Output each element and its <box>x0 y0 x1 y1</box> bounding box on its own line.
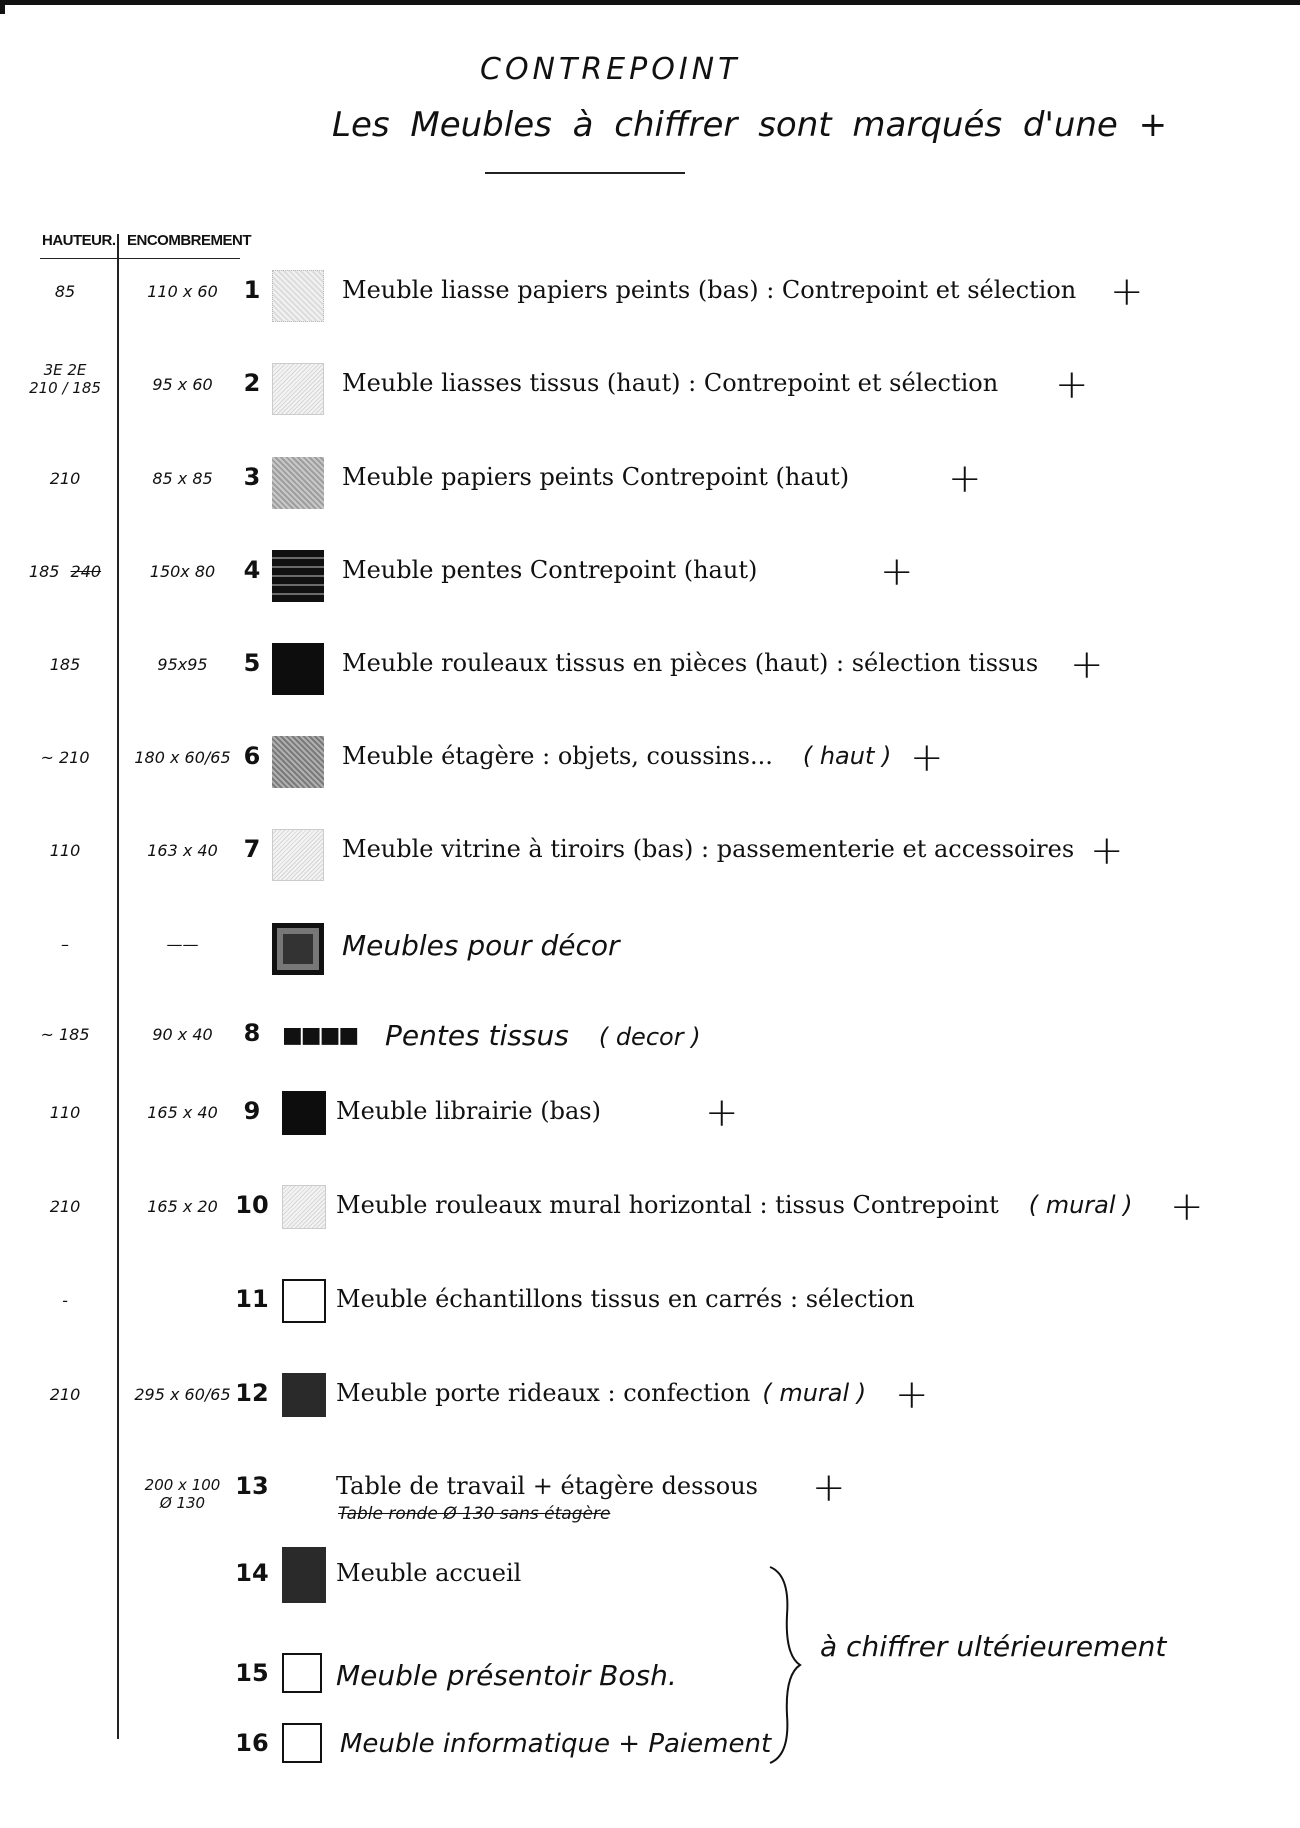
furniture-swatch <box>282 1185 326 1229</box>
furniture-swatch <box>272 643 324 695</box>
chiffrer-mark: + <box>812 1465 846 1511</box>
hauteur-current: 185 <box>28 562 60 581</box>
hauteur-value: – <box>61 935 69 954</box>
table-row <box>0 1005 1300 1065</box>
furniture-swatch <box>282 1373 326 1417</box>
item-description: Meuble librairie (bas) <box>336 1097 601 1125</box>
decor-squares: ■■■■ <box>282 1023 358 1048</box>
decor-swatch <box>272 923 324 975</box>
chiffrer-mark: + <box>1070 642 1104 688</box>
furniture-swatch <box>282 1279 326 1323</box>
item-description <box>336 1191 1133 1219</box>
scan-top-edge <box>0 0 1300 5</box>
table-row <box>0 635 1300 695</box>
struck-description: Table ronde Ø 130 sans étagère <box>338 1504 611 1524</box>
placement-note: ( mural ) <box>762 1379 867 1407</box>
item-number: 1 <box>243 276 261 304</box>
furniture-swatch <box>272 270 324 322</box>
table-row <box>0 728 1300 788</box>
subtitle-underline <box>485 172 685 174</box>
encombrement-value: 95x95 <box>157 655 208 674</box>
item-description: Meuble vitrine à tiroirs (bas) : passementerie et accessoires <box>342 835 1075 863</box>
furniture-swatch <box>272 457 324 509</box>
hauteur-value <box>20 361 110 397</box>
encombrement-value: 180 x 60/65 <box>134 748 231 767</box>
description-text: Meuble étagère : objets, coussins... <box>342 742 773 770</box>
item-description <box>342 742 891 770</box>
furniture-swatch <box>282 1723 322 1763</box>
hauteur-value: 185 <box>49 655 81 674</box>
encombrement-value: —— <box>166 935 199 954</box>
table-row <box>0 1365 1300 1425</box>
item-number: 7 <box>243 835 261 863</box>
chiffrer-mark: + <box>910 735 944 781</box>
scan-corner-mark <box>0 0 5 14</box>
hauteur-value: ~ 210 <box>40 748 90 767</box>
hauteur-value: 110 <box>49 1103 81 1122</box>
item-description: Meuble pentes Contrepoint (haut) <box>342 556 758 584</box>
item-description: Table de travail + étagère dessous <box>336 1472 758 1500</box>
encombrement-value: 110 x 60 <box>147 282 218 301</box>
hauteur-value: 85 <box>54 282 76 301</box>
item-number: 3 <box>243 463 261 491</box>
encombrement-value: 95 x 60 <box>152 375 213 394</box>
chiffrer-mark: + <box>1110 269 1144 315</box>
item-description: Meuble liasse papiers peints (bas) : Contrepoint et sélection <box>342 276 1077 304</box>
table-row <box>0 1083 1300 1143</box>
encombrement-value: 165 x 20 <box>147 1197 218 1216</box>
encombrement-value: 150x 80 <box>149 562 216 581</box>
furniture-swatch <box>282 1091 326 1135</box>
column-header-hauteur: HAUTEUR. <box>42 232 116 249</box>
hauteur-value: 210 <box>49 469 81 488</box>
item-description <box>336 1379 866 1407</box>
hauteur-value: 110 <box>49 841 81 860</box>
item-number: 4 <box>243 556 261 584</box>
encombrement-value: 165 x 40 <box>147 1103 218 1122</box>
furniture-swatch <box>272 829 324 881</box>
item-number: 12 <box>235 1379 269 1407</box>
item-description: Meuble présentoir Bosh. <box>336 1659 677 1692</box>
item-number: 13 <box>235 1472 269 1500</box>
item-number: 10 <box>235 1191 269 1219</box>
table-row <box>0 262 1300 322</box>
item-description: Meuble rouleaux tissus en pièces (haut) : sélection tissus <box>342 649 1039 677</box>
hauteur-value: ~ 185 <box>40 1025 90 1044</box>
table-row <box>0 1545 1300 1605</box>
furniture-swatch <box>272 736 324 788</box>
item-number: 9 <box>243 1097 261 1125</box>
table-row <box>0 449 1300 509</box>
hauteur-value <box>20 562 110 581</box>
table-row <box>0 1177 1300 1237</box>
table-row <box>0 1271 1300 1331</box>
table-row <box>0 915 1300 975</box>
hauteur-value: - <box>62 1291 68 1310</box>
item-number: 8 <box>243 1019 261 1047</box>
grouping-brace-icon <box>765 1565 805 1765</box>
hauteur-struck: 240 <box>70 562 102 581</box>
item-description: Meuble informatique + Paiement <box>340 1729 772 1759</box>
chiffrer-mark: + <box>1090 828 1124 874</box>
table-row <box>0 355 1300 415</box>
description-text: Pentes tissus <box>385 1019 569 1052</box>
furniture-swatch <box>282 1547 326 1603</box>
item-number: 5 <box>243 649 261 677</box>
table-dimensions: 200 x 100 <box>144 1476 221 1494</box>
placement-note: ( haut ) <box>802 742 892 770</box>
hauteur-value: 210 <box>49 1197 81 1216</box>
item-description: Meuble accueil <box>336 1559 522 1587</box>
page-subtitle: Les Meubles à chiffrer sont marqués d'une + <box>332 105 1168 145</box>
brace-note: à chiffrer ultérieurement <box>820 1630 1167 1663</box>
table-row <box>0 1715 1300 1775</box>
item-number: 14 <box>235 1559 269 1587</box>
placement-note: ( decor ) <box>598 1023 701 1051</box>
table-row <box>0 542 1300 602</box>
description-text: Meuble rouleaux mural horizontal : tissus Contrepoint <box>336 1191 999 1219</box>
hauteur-level-labels: 3E 2E <box>43 361 87 379</box>
furniture-swatch <box>272 363 324 415</box>
header-underline <box>40 258 240 259</box>
item-number: 11 <box>235 1285 269 1313</box>
encombrement-value: 295 x 60/65 <box>134 1385 231 1404</box>
item-description: Meuble liasses tissus (haut) : Contrepoint et sélection <box>342 369 999 397</box>
table-row <box>0 821 1300 881</box>
item-description: Meuble papiers peints Contrepoint (haut) <box>342 463 850 491</box>
description-text: Meuble porte rideaux : confection <box>336 1379 751 1407</box>
chiffrer-mark: + <box>1170 1184 1204 1230</box>
hauteur-value: 210 <box>49 1385 81 1404</box>
encombrement-value: 90 x 40 <box>152 1025 213 1044</box>
chiffrer-mark: + <box>705 1090 739 1136</box>
item-number: 16 <box>235 1729 269 1757</box>
table-diameter: Ø 130 <box>159 1494 206 1512</box>
column-header-encombrement: ENCOMBREMENT <box>127 232 251 249</box>
decor-section-label: Meubles pour décor <box>342 929 620 962</box>
placement-note: ( mural ) <box>1028 1191 1133 1219</box>
encombrement-value: 163 x 40 <box>147 841 218 860</box>
hauteur-levels: 210 / 185 <box>29 379 101 397</box>
chiffrer-mark: + <box>1055 362 1089 408</box>
encombrement-value <box>130 1476 235 1512</box>
encombrement-value: 85 x 85 <box>152 469 213 488</box>
chiffrer-mark: + <box>895 1372 929 1418</box>
item-number: 6 <box>243 742 261 770</box>
furniture-swatch <box>282 1653 322 1693</box>
chiffrer-mark: + <box>880 549 914 595</box>
item-number: 15 <box>235 1659 269 1687</box>
table-row <box>0 1458 1300 1524</box>
furniture-swatch <box>272 550 324 602</box>
item-description: Meuble échantillons tissus en carrés : sélection <box>336 1285 915 1313</box>
item-description <box>385 1019 701 1052</box>
page-title: CONTREPOINT <box>480 52 741 87</box>
item-number: 2 <box>243 369 261 397</box>
chiffrer-mark: + <box>948 456 982 502</box>
